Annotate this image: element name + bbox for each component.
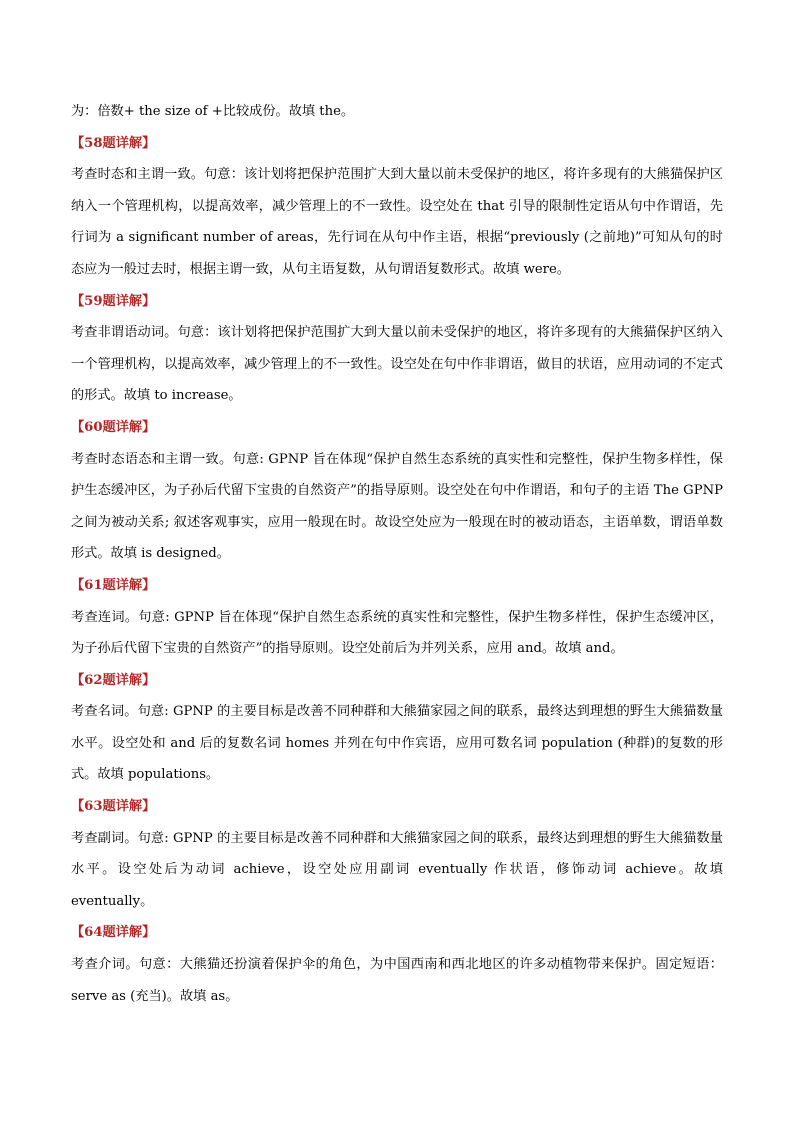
answer-explanation-text: 考查介词。句意：大熊猫还扮演着保护伞的角色，为中国西南和西北地区的许多动植物带来保护。固定短语：serve as (充当)。故填 as。	[71, 957, 723, 1004]
question-63-heading: 【63题详解】	[71, 799, 156, 815]
question-60-heading: 【60题详解】	[71, 419, 156, 435]
answer-explanation-text: 考查时态和主谓一致。句意：该计划将把保护范围扩大到大量以前未受保护的地区，将许多现有的大熊猫保护区纳入一个管理机构，以提高效率，减少管理上的不一致性。设空处在 that 引导的限制性定语从句中作谓语，先行词为 a significant number of areas，先行词在从句中作主语，根据“previously (之前地)”可知从句的时态应为一般过去时，根据主谓一致，从句主语复数，从句谓语复数形式。故填 were。	[71, 167, 723, 277]
answer-explanation-text: 考查副词。句意: GPNP 的主要目标是改善不同种群和大熊猫家园之间的联系，最终达到理想的野生大熊猫数量水平。设空处后为动词 achieve，设空处应用副词 eventually 作状语，修饰动词 achieve。故填 eventually。	[71, 830, 723, 909]
question-62-heading: 【62题详解】	[71, 672, 156, 688]
answer-explanation-text: 考查非谓语动词。句意：该计划将把保护范围扩大到大量以前未受保护的地区，将许多现有的大熊猫保护区纳入一个管理机构，以提高效率，减少管理上的不一致性。设空处在句中作非谓语，做目的状语，应用动词的不定式的形式。故填 to increase。	[71, 325, 723, 404]
question-58-heading: 【58题详解】	[71, 135, 156, 151]
question-59-heading: 【59题详解】	[71, 293, 156, 309]
answer-explanation-text: 考查时态语态和主谓一致。句意: GPNP 旨在体现“保护自然生态系统的真实性和完整性，保护生物多样性，保护生态缓冲区，为子孙后代留下宝贵的自然资产”的指导原则。设空处在句中作谓语，和句子的主语 The GPNP 之间为被动关系; 叙述客观事实，应用一般现在时。故设空处应为一般现在时的被动语态，主语单数，谓语单数形式。故填 is designed。	[71, 451, 723, 562]
question-61-heading: 【61题详解】	[71, 577, 156, 593]
answer-explanation-text: 为：倍数+ the size of +比较成份。故填 the。	[71, 104, 355, 119]
question-64-heading: 【64题详解】	[71, 925, 156, 941]
answer-explanation-text: 考查名词。句意: GPNP 的主要目标是改善不同种群和大熊猫家园之间的联系，最终达到理想的野生大熊猫数量水平。设空处和 and 后的复数名词 homes 并列在句中作宾语，应用可数名词 population (种群)的复数的形式。故填 populations。	[71, 704, 723, 783]
answer-explanation-text: 考查连词。句意: GPNP 旨在体现“保护自然生态系统的真实性和完整性，保护生物多样性，保护生态缓冲区，为子孙后代留下宝贵的自然资产”的指导原则。设空处前后为并列关系，应用 and。故填 and。	[71, 609, 723, 657]
document-body	[71, 96, 723, 1012]
